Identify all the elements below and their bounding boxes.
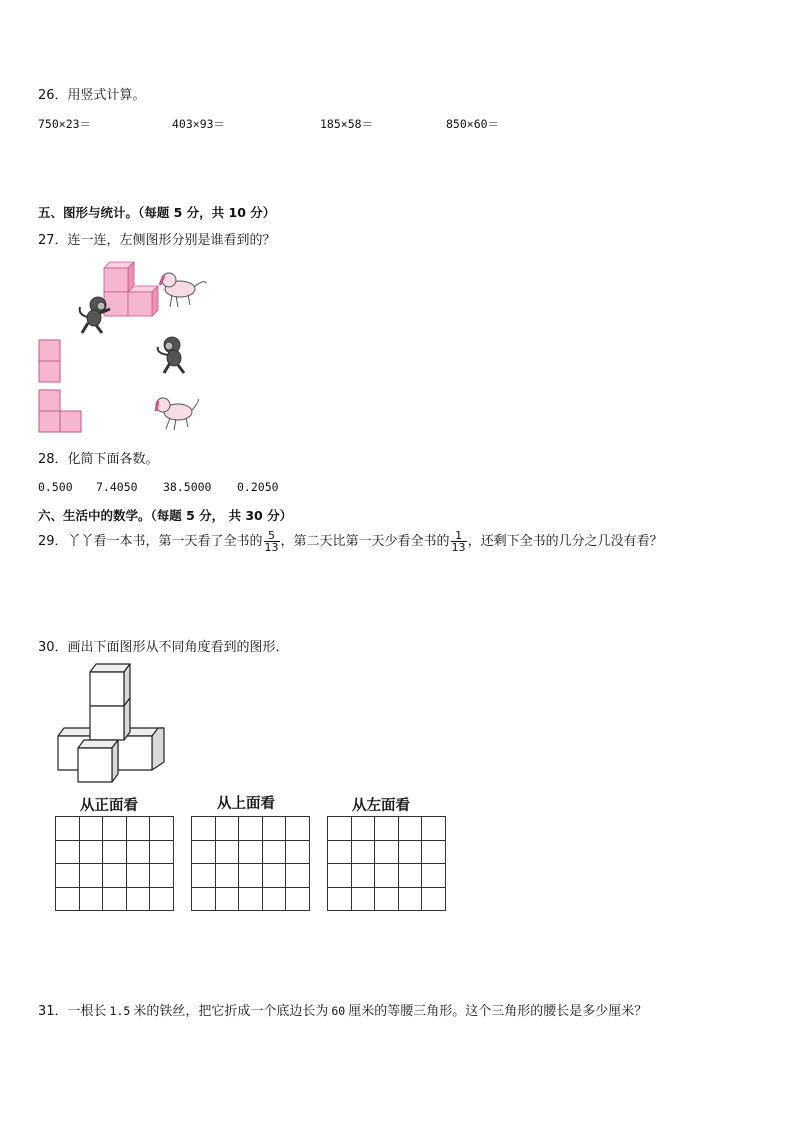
q30-title: 30．画出下面图形从不同角度看到的图形． [38,640,289,655]
fraction-denominator: 13 [264,541,279,554]
grid-label-left: 从左面看 [352,798,410,814]
q28-number-4: 0.2050 [237,480,279,494]
q28-title: 28．化简下面各数。 [38,452,159,467]
monkey-icon [158,337,184,373]
q26-item-2: 403×93＝ [172,117,226,131]
grid-left-view[interactable] [327,816,446,911]
grid-top-view[interactable] [191,816,310,911]
grid-label-top: 从上面看 [217,796,275,812]
q29-part2: ，第二天比第一天少看全书的 [280,534,450,549]
q31-part2: 米的铁丝，把它折成一个底边长为 [133,1004,329,1019]
q26-item-1: 750×23＝ [38,117,92,131]
q30-cube-figure [52,660,172,785]
q26-item-4: 850×60＝ [446,117,500,131]
fraction-numerator: 1 [451,530,467,542]
view-shape-b [39,390,81,432]
fraction-numerator: 5 [264,530,280,542]
q27-title: 27．连一连，左侧图形分别是谁看到的？ [38,233,276,248]
dog-icon [160,273,206,307]
q29-part3: ，还剩下全书的几分之几没有看？ [467,534,663,549]
q28-number-1: 0.500 [38,480,73,494]
q28-number-3: 38.5000 [163,480,212,494]
section-5-title: 五、图形与统计。（每题 5 分，共 10 分） [38,205,276,220]
q26-title: 26．用竖式计算。 [38,88,146,103]
q29-part1: 29．丫丫看一本书，第一天看了全书的 [38,534,263,549]
pink-cube-stack [104,262,158,316]
q31-text [38,1000,647,1019]
q31-part3: 厘米的等腰三角形。这个三角形的腰长是多少厘米？ [348,1004,648,1019]
q29-fraction-1 [264,530,280,553]
q26-item-3: 185×58＝ [320,117,374,131]
q29-text [38,530,663,553]
q28-number-2: 7.4050 [96,480,138,494]
section-6-title: 六、生活中的数学。（每题 5 分， 共 30 分） [38,508,293,523]
q31-length: 1.5 [109,1004,131,1018]
view-shape-a [39,340,60,382]
grid-label-front: 从正面看 [80,798,138,814]
q29-fraction-2 [451,530,467,553]
dog-icon [156,398,198,430]
q31-base: 60 [331,1004,346,1018]
q27-figure [30,255,230,440]
fraction-denominator: 13 [451,541,466,554]
grid-front-view[interactable] [55,816,174,911]
q31-part1: 31．一根长 [38,1004,107,1019]
